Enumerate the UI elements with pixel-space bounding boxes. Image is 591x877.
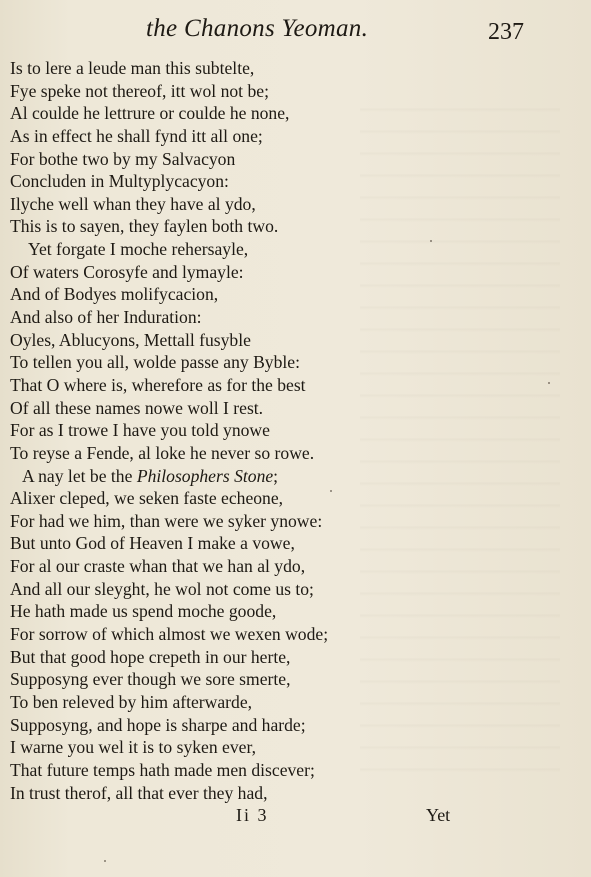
verse-line-end: ;: [273, 465, 279, 486]
page-header: [0, 13, 591, 47]
ink-speck: [330, 490, 332, 492]
ink-speck: [548, 382, 550, 384]
verse-text: [10, 57, 530, 804]
verse-line: Concluden in Multyplycacyon:: [10, 171, 229, 192]
signature-mark: Ii 3: [236, 805, 269, 825]
ink-speck: [430, 240, 432, 242]
verse-line: For sorrow of which almost we wexen wode;: [10, 624, 329, 645]
verse-line: I warne you wel it is to syken ever,: [10, 737, 257, 758]
verse-line: And of Bodyes molifycacion,: [10, 284, 219, 305]
verse-line: Of waters Corosyfe and lymayle:: [10, 261, 244, 282]
page-number: 237: [488, 19, 524, 45]
verse-line: Oyles, Ablucyons, Mettall fusyble: [10, 329, 251, 350]
verse-line: To ben releved by him afterwarde,: [10, 691, 253, 712]
verse-line: Alixer cleped, we seken faste echeone,: [10, 488, 284, 509]
verse-line: Fye speke not thereof, itt wol not be;: [10, 80, 269, 101]
catchword: Yet: [426, 805, 451, 825]
verse-line: To reyse a Fende, al loke he never so rowe.: [10, 442, 315, 463]
page-footer: [0, 805, 591, 831]
verse-line: For bothe two by my Salvacyon: [10, 148, 236, 169]
verse-line: In trust therof, all that ever they had,: [10, 782, 268, 803]
ink-speck: [104, 860, 106, 862]
verse-line: To tellen you all, wolde passe any Byble:: [10, 352, 300, 373]
verse-line: Of all these names nowe woll I rest.: [10, 397, 264, 418]
verse-line: But unto God of Heaven I make a vowe,: [10, 533, 295, 554]
verse-line: And also of her Induration:: [10, 307, 202, 328]
verse-line: Ilyche well whan they have al ydo,: [10, 193, 256, 214]
verse-line-start: A nay let be the: [22, 465, 137, 486]
verse-line: And all our sleyght, he wol not come us to;: [10, 578, 314, 599]
verse-line: Al coulde he lettrure or coulde he none,: [10, 103, 290, 124]
running-title: the Chanons Yeoman.: [146, 15, 369, 42]
verse-line: Supposyng ever though we sore smerte,: [10, 669, 291, 690]
verse-line: As in effect he shall fynd itt all one;: [10, 125, 263, 146]
verse-line: Yet forgate I moche rehersayle,: [28, 239, 249, 260]
verse-line: That O where is, wherefore as for the best: [10, 374, 306, 395]
verse-line: For al our craste whan that we han al ydo,: [10, 556, 306, 577]
philosophers-stone-italic: Philosophers Stone: [136, 465, 274, 486]
verse-line: Is to lere a leude man this subtelte,: [10, 58, 255, 78]
verse-line: This is to sayen, they faylen both two.: [10, 216, 279, 237]
verse-line: For as I trowe I have you told ynowe: [10, 420, 270, 441]
verse-line: Supposyng, and hope is sharpe and harde;: [10, 714, 306, 735]
verse-line: But that good hope crepeth in our herte,: [10, 646, 291, 667]
verse-line: He hath made us spend moche goode,: [10, 601, 277, 622]
verse-line: For had we him, than were we syker ynowe:: [10, 510, 323, 531]
verse-line: That future temps hath made men discever;: [10, 759, 315, 780]
verse-line-philosophers-stone: [10, 465, 530, 488]
